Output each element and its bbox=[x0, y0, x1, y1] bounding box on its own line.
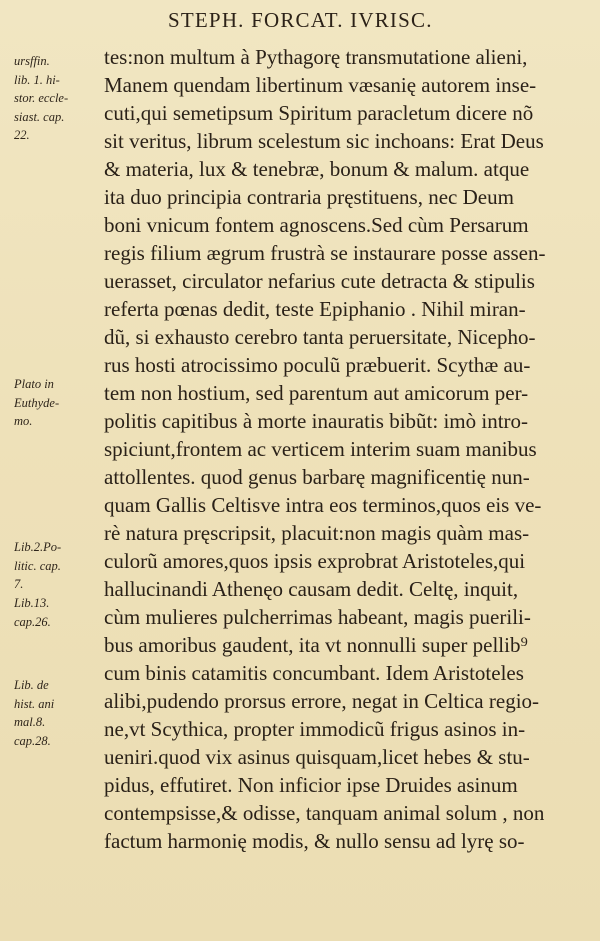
margin-note-line: Lib.2.Po- bbox=[14, 540, 62, 554]
body-line: regis filium ægrum frustrà se instaurare posse assen- bbox=[104, 241, 546, 265]
body-line: quam Gallis Celtisve intra eos terminos,quos eis ve- bbox=[104, 493, 542, 517]
margin-note-line: Euthyde- bbox=[14, 395, 60, 410]
margin-note bbox=[14, 594, 102, 631]
body-line: cùm mulieres pulcherrimas habeant, magis puerili- bbox=[104, 605, 531, 629]
body-line: & materia, lux & tenebræ, bonum & malum. atque bbox=[104, 157, 530, 181]
margin-note-line: 7. bbox=[14, 577, 24, 591]
body-line: tes:non multum à Pythagorę transmutatione alieni, bbox=[104, 45, 528, 69]
body-line: attollentes. quod genus barbarę magnificentię nun- bbox=[104, 465, 530, 489]
running-head: STEPH. FORCAT. IVRISC. bbox=[168, 8, 433, 32]
margin-note bbox=[14, 676, 102, 750]
body-line: tem non hostium, sed parentum aut amicorum per- bbox=[104, 381, 529, 405]
margin-note-line: lib. 1. hi- bbox=[14, 72, 60, 87]
body-line: rus hosti atrocissimo poculũ præbuerit. Scythæ au- bbox=[104, 353, 531, 377]
body-line: sit veritus, librum scelestum sic inchoans: Erat Deus bbox=[104, 129, 544, 153]
margin-note-line: mo. bbox=[14, 414, 33, 428]
body-line: rè natura pręscripsit, placuit:non magis quàm mas- bbox=[104, 521, 530, 545]
margin-note-line: cap.28. bbox=[14, 733, 51, 748]
margin-note-line: litic. cap. bbox=[14, 558, 61, 573]
body-line: referta pœnas dedit, teste Epiphanio . Nihil miran- bbox=[104, 297, 526, 321]
body-line: factum harmonię modis, & nullo sensu ad lyrę so- bbox=[104, 829, 525, 853]
margin-note bbox=[14, 538, 102, 594]
margin-note-line: hist. ani bbox=[14, 696, 55, 711]
margin-note-line: Plato in bbox=[14, 377, 54, 391]
margin-note-line: 22. bbox=[14, 128, 30, 142]
margin-note-line: cap.26. bbox=[14, 614, 51, 629]
margin-note bbox=[14, 375, 102, 431]
body-line: hallucinandi Athenęo causam dedit. Celtę, inquit, bbox=[104, 577, 519, 601]
body-line: ita duo principia contraria pręstituens, nec Deum bbox=[104, 185, 514, 209]
body-line: cuti,qui semetipsum Spiritum paracletum dicere nõ bbox=[104, 101, 534, 125]
body-line: politis capitibus à morte inauratis bibũt: imò intro- bbox=[104, 409, 529, 433]
body-line: ne,vt Scythica, propter immodicũ frigus asinos in- bbox=[104, 717, 526, 741]
margin-note-line: siast. cap. bbox=[14, 109, 65, 124]
body-line: boni vnicum fontem agnoscens.Sed cùm Persarum bbox=[104, 213, 529, 237]
margin-note-line: stor. eccle- bbox=[14, 91, 69, 105]
body-line: uerasset, circulator nefarius cute detracta & stipulis bbox=[104, 269, 535, 293]
body-line: pidus, effutiret. Non inficior ipse Druides asinum bbox=[104, 773, 518, 797]
body-line: culorũ amores,quos ipsis exprobrat Aristoteles,qui bbox=[104, 549, 526, 573]
body-line: bus amoribus gaudent, ita vt nonnulli super pellib⁹ bbox=[104, 633, 528, 657]
margin-note-line: Lib. de bbox=[14, 678, 49, 692]
body-line: cum binis catamitis concumbant. Idem Aristoteles bbox=[104, 661, 524, 685]
margin-note-line: Lib.13. bbox=[14, 596, 50, 610]
body-line: alibi,pudendo prorsus errore, negat in Celtica regio- bbox=[104, 689, 540, 713]
body-line: ueniri.quod vix asinus quisquam,licet hebes & stu- bbox=[104, 745, 530, 769]
body-line: contempsisse,& odisse, tanquam animal solum , non bbox=[104, 801, 545, 825]
margin-note-line: mal.8. bbox=[14, 715, 46, 729]
body-line: dũ, si exhausto cerebro tanta peruersitate, Nicepho- bbox=[104, 325, 536, 349]
margin-note bbox=[14, 52, 102, 145]
margin-note-line: ursffin. bbox=[14, 54, 50, 68]
body-line: Manem quendam libertinum væsanię autorem inse- bbox=[104, 73, 537, 97]
body-line: spiciunt,frontem ac verticem interim suam manibus bbox=[104, 437, 537, 461]
